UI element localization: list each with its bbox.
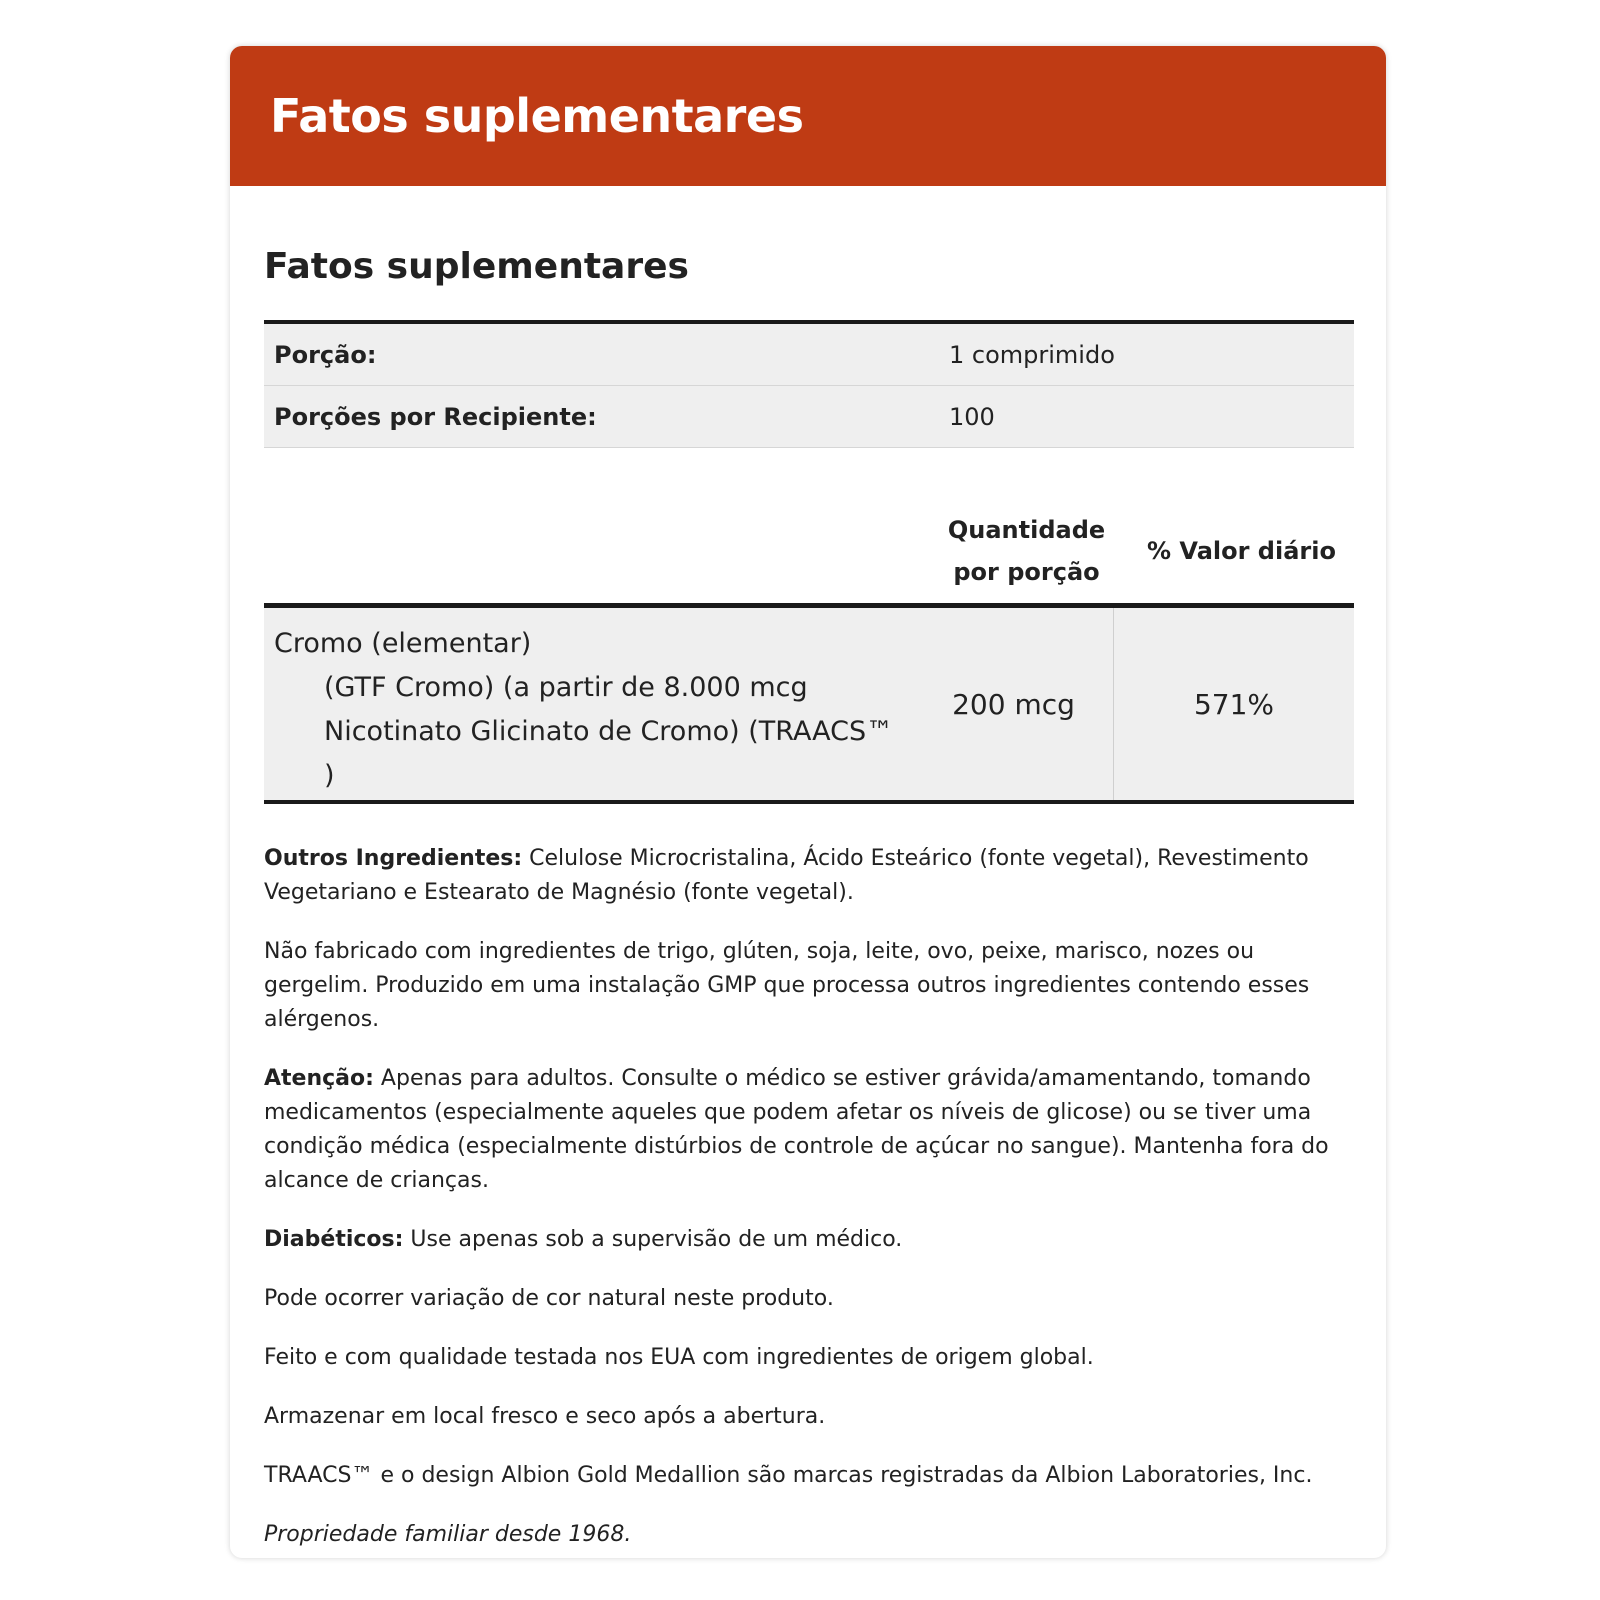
section-title: Fatos suplementares — [264, 246, 689, 287]
origin-note: Feito e com qualidade testada nos EUA com ingredientes de origem global. — [264, 1345, 1094, 1370]
other-ingredients-label: Outros Ingredientes: — [264, 846, 523, 871]
other-ingredients-text: Celulose Microcristalina, Ácido Esteárico (fonte vegetal), Revestimento Vegetariano e Estearato de Magnésio (fonte vegetal). — [264, 846, 1309, 905]
nutrient-table-header — [264, 498, 1354, 608]
supplement-facts-card — [230, 46, 1386, 1558]
nutrient-row — [264, 608, 1354, 804]
warning-label: Atenção: — [264, 1066, 374, 1091]
nutrient-daily-value: 571% — [1193, 687, 1275, 721]
notes-section — [264, 842, 1354, 1552]
family-owned-note: Propriedade familiar desde 1968. — [264, 1522, 632, 1547]
allergen-statement: Não fabricado com ingredientes de trigo, glúten, soja, leite, ovo, peixe, marisco, nozes ou gergelim. Produzido em uma instalação GMP que processa outros ingredientes contendo esses alérgenos. — [264, 939, 1310, 1032]
nutrient-source-line: ) — [324, 760, 335, 791]
diabetic-text: Use apenas sob a supervisão de um médico. — [403, 1227, 903, 1252]
banner-title: Fatos suplementares — [270, 89, 804, 143]
diabetic-label: Diabéticos: — [264, 1227, 404, 1252]
diabetic-note — [264, 1223, 1354, 1257]
serving-table — [264, 320, 1354, 448]
servings-per-container-label: Porções por Recipiente: — [274, 402, 597, 431]
daily-value-header: % Valor diário — [1147, 536, 1336, 565]
warning — [264, 1062, 1354, 1198]
warning-text: Apenas para adultos. Consulte o médico se estiver grávida/amamentando, tomando medicamentos (especialmente aqueles que podem afetar os níveis de glicose) ou se tiver uma condição médica (especialmente distúrbios de controle de açúcar no sangue). Mantenha fora do alcance de crianças. — [264, 1066, 1329, 1193]
nutrient-source-line: Nicotinato Glicinato de Cromo) (TRAACS™ — [324, 716, 894, 747]
nutrient-name-cell — [264, 608, 914, 800]
serving-size-label: Porção: — [274, 340, 377, 369]
storage-note: Armazenar em local fresco e seco após a abertura. — [264, 1404, 826, 1429]
other-ingredients — [264, 842, 1354, 910]
header-banner — [230, 46, 1386, 186]
nutrient-name: Cromo (elementar) — [274, 628, 532, 659]
serving-size-value: 1 comprimido — [949, 340, 1115, 369]
serving-row — [264, 386, 1354, 448]
trademark-note: TRAACS™ e o design Albion Gold Medallion são marcas registradas da Albion Laboratories, Inc. — [264, 1463, 1313, 1488]
nutrient-amount: 200 mcg — [914, 608, 1114, 800]
amount-per-serving-header: Quantidade por porção — [947, 515, 1106, 586]
nutrient-source-line: (GTF Cromo) (a partir de 8.000 mcg — [324, 672, 808, 703]
facts-content — [230, 246, 1386, 1552]
servings-per-container-value: 100 — [949, 402, 995, 431]
serving-row — [264, 324, 1354, 386]
color-variation-note: Pode ocorrer variação de cor natural neste produto. — [264, 1286, 834, 1311]
